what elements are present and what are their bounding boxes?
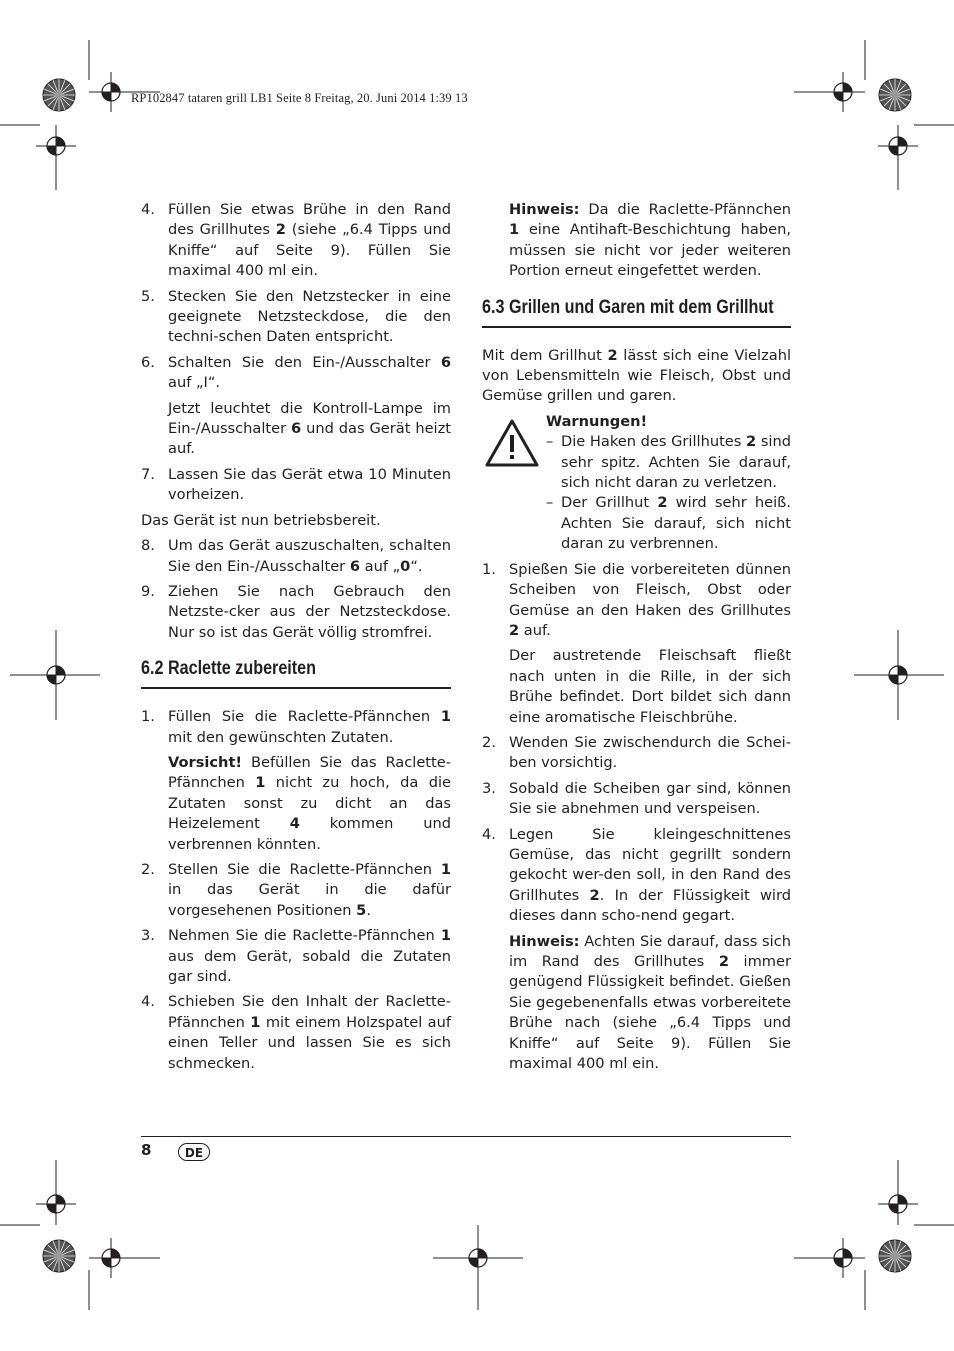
section-heading-6-2: 6.2 Raclette zubereiten: [141, 658, 317, 680]
warning-title: Warnungen!: [546, 412, 648, 430]
caution-note: Vorsicht! Befüllen Sie das Raclette-Pfännchen 1 nicht zu hoch, da die Zutaten sonst zu dicht an das Heizelement 4 kommen und verbrennen könnten.: [168, 753, 451, 853]
warning-box: [482, 412, 791, 555]
left-column: [141, 200, 451, 1079]
list-item: 4. Schieben Sie den Inhalt der Raclette-Pfännchen 1 mit einem Holzspatel auf einen Teller und lassen Sie es sich schmecken.: [141, 993, 451, 1072]
right-column: [482, 200, 791, 1079]
step-text: Lassen Sie das Gerät etwa 10 Minuten vorheizen.: [168, 465, 451, 504]
footer-rule: [141, 1136, 791, 1137]
list-item: 9. Ziehen Sie nach Gebrauch den Netzste-cker aus der Netzsteckdose. Nur so ist das Gerät völlig stromfrei.: [141, 582, 451, 641]
list-item: 4. Füllen Sie etwas Brühe in den Rand des Grillhutes 2 (siehe „6.4 Tipps und Kniffe“ auf Seite 9). Füllen Sie maximal 400 ml ein.: [141, 201, 451, 280]
step-note: Der austretende Fleischsaft fließt nach unten in die Rille, in der sich Brühe befindet. Dort bildet sich dann eine aromatische Fleischbrühe.: [509, 647, 791, 726]
list-item: 2. Stellen Sie die Raclette-Pfännchen 1 in das Gerät in die dafür vorgesehenen Positionen 5.: [141, 860, 451, 919]
page-number: 8: [141, 1141, 152, 1159]
hint-note: Hinweis: Achten Sie darauf, dass sich im Rand des Grillhutes 2 immer genügend Flüssigkeit befindet. Gießen Sie gegebenenfalls etwas vorbereitete Brühe nach (siehe „6.4 Tipps und Kniffe“ auf Seite 9). Füllen Sie maximal 400 ml ein.: [509, 932, 791, 1073]
warning-item: – Der Grillhut 2 wird sehr heiß. Achten Sie darauf, sich nicht daran zu verbrennen.: [546, 494, 792, 553]
list-item: 4. Legen Sie kleingeschnittenes Gemüse, das nicht gegrillt sondern gekocht wer-den soll, in den Rand des Grillhutes 2. In der Flüssigkeit wird dieses dann scho-nend gegart.: [482, 825, 791, 925]
warning-item: – Die Haken des Grillhutes 2 sind sehr spitz. Achten Sie darauf, sich nicht daran zu verletzen.: [546, 433, 791, 492]
step-text: Füllen Sie etwas Brühe in den Rand des Grillhutes 2 (siehe „6.4 Tipps und Kniffe“ auf Seite 9). Füllen Sie maximal 400 ml ein.: [168, 201, 451, 280]
step-text: Stecken Sie den Netzstecker in eine geeignete Netzsteckdose, die den techni-schen Daten entspricht.: [168, 287, 451, 346]
list-item: 5. Stecken Sie den Netzstecker in eine geeignete Netzsteckdose, die den techni-schen Daten entspricht.: [141, 287, 451, 346]
print-slug: RP102847 tataren grill LB1 Seite 8 Freitag, 20. Juni 2014 1:39 13: [131, 91, 468, 105]
step-text: Ziehen Sie nach Gebrauch den Netzste-cker aus der Netzsteckdose. Nur so ist das Gerät völlig stromfrei.: [168, 582, 451, 641]
list-item: 1. Füllen Sie die Raclette-Pfännchen 1 mit den gewünschten Zutaten.: [141, 708, 451, 746]
step-text: Wenden Sie zwischendurch die Schei-ben vorsichtig.: [509, 733, 791, 772]
list-item: 8. Um das Gerät auszuschalten, schalten Sie den Ein-/Ausschalter 6 auf „0“.: [141, 537, 451, 575]
intro-paragraph: Mit dem Grillhut 2 lässt sich eine Vielzahl von Lebensmitteln wie Fleisch, Obst und Gemüse grillen und garen.: [482, 346, 791, 405]
list-item: 7. Lassen Sie das Gerät etwa 10 Minuten vorheizen.: [141, 465, 451, 504]
section-heading-6-3: 6.3 Grillen und Garen mit dem Grillhut: [482, 296, 774, 318]
list-item: 3. Nehmen Sie die Raclette-Pfännchen 1 aus dem Gerät, sobald die Zutaten gar sind.: [141, 927, 451, 985]
list-item: 2. Wenden Sie zwischendurch die Schei-ben vorsichtig.: [482, 733, 791, 772]
step-note: Jetzt leuchtet die Kontroll-Lampe im Ein-/Ausschalter 6 und das Gerät heizt auf.: [168, 399, 451, 458]
warning-triangle-icon: [484, 418, 540, 468]
list-item: 6. Schalten Sie den Ein-/Ausschalter 6 auf „I“.: [141, 353, 451, 392]
list-item: 1. Spießen Sie die vorbereiteten dünnen Scheiben von Fleisch, Obst oder Gemüse an den Haken des Grillhutes 2 auf.: [482, 560, 791, 639]
ready-text: Das Gerät ist nun betriebsbereit.: [141, 511, 381, 529]
language-badge: DE: [178, 1143, 210, 1161]
heading-rule: [482, 326, 791, 328]
hint-note: Hinweis: Da die Raclette-Pfännchen 1 eine Antihaft-Beschichtung haben, müssen sie nicht vor jeder weiteren Portion erneut eingefettet werden.: [509, 201, 791, 280]
list-item: 3. Sobald die Scheiben gar sind, können Sie sie abnehmen und verspeisen.: [482, 779, 791, 818]
heading-rule: [141, 687, 451, 689]
step-text: Sobald die Scheiben gar sind, können Sie sie abnehmen und verspeisen.: [509, 779, 791, 818]
